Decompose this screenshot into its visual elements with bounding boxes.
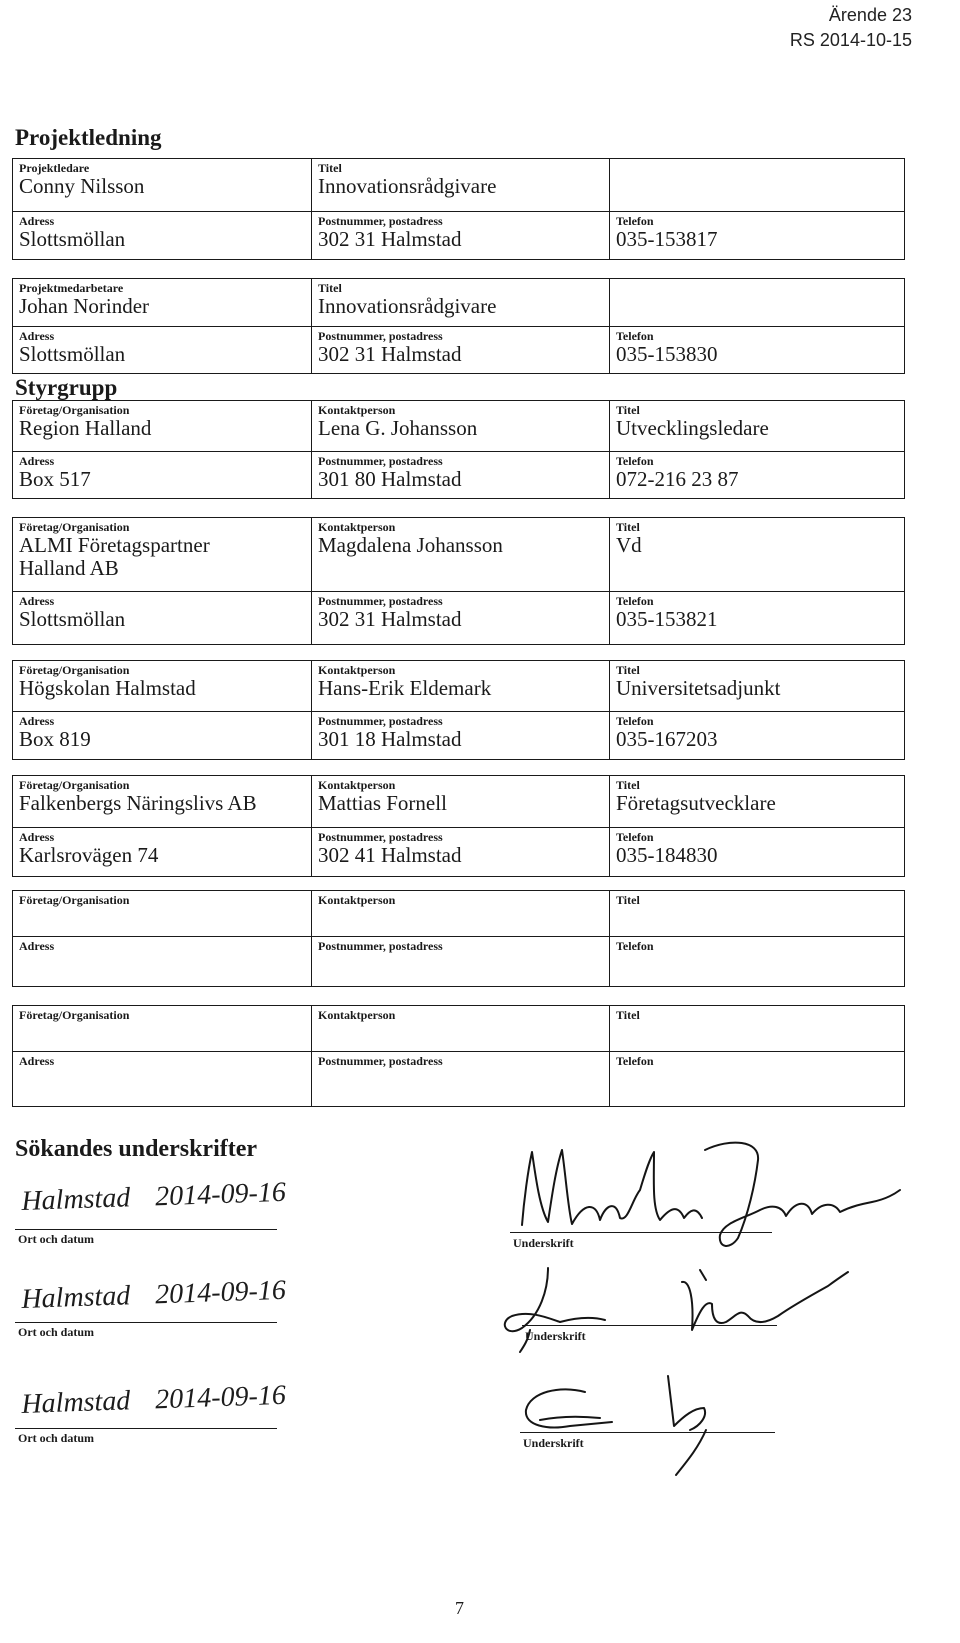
projektledare-value: Conny Nilsson bbox=[19, 174, 145, 198]
signature-3-label: Underskrift bbox=[523, 1436, 584, 1450]
almi-postadress-cell bbox=[311, 592, 609, 644]
region-halland-adress-label: Adress bbox=[19, 454, 55, 468]
projektledare-telefon-label: Telefon bbox=[616, 214, 654, 228]
empty-entry-1-adress-cell bbox=[13, 937, 311, 986]
region-halland-row-1 bbox=[13, 401, 904, 451]
almi-row-2 bbox=[13, 591, 904, 644]
almi-telefon-value: 035-153821 bbox=[616, 607, 718, 631]
hogskolan-row-2 bbox=[13, 711, 904, 759]
projektmedarbetare-empty-cell bbox=[609, 279, 904, 326]
falkenberg-kontakt-label: Kontaktperson bbox=[318, 778, 396, 792]
empty-entry-2-kontakt-label: Kontaktperson bbox=[318, 1008, 396, 1022]
projektledare-postadress-value: 302 31 Halmstad bbox=[318, 227, 462, 251]
empty-entry-1-kontakt-label: Kontaktperson bbox=[318, 893, 396, 907]
hogskolan-telefon-cell bbox=[609, 712, 904, 759]
signature-2-drawing-part-2 bbox=[682, 1270, 848, 1330]
hogskolan-block bbox=[12, 660, 905, 760]
arende-number: Ärende 23 bbox=[828, 5, 912, 25]
falkenberg-kontakt-cell bbox=[311, 776, 609, 827]
projektmedarbetare-row-2 bbox=[13, 326, 904, 373]
projektledare-postadress-label: Postnummer, postadress bbox=[318, 214, 443, 228]
hogskolan-adress-cell bbox=[13, 712, 311, 759]
empty-entry-1-block bbox=[12, 890, 905, 987]
almi-foretag-cell bbox=[13, 518, 311, 591]
hogskolan-telefon-value: 035-167203 bbox=[616, 727, 718, 751]
falkenberg-adress-label: Adress bbox=[19, 830, 55, 844]
region-halland-foretag-cell bbox=[13, 401, 311, 451]
falkenberg-kontakt-value: Mattias Fornell bbox=[318, 791, 447, 815]
region-halland-titel-value: Utvecklingsledare bbox=[616, 416, 769, 440]
empty-entry-2-adress-label: Adress bbox=[19, 1054, 55, 1068]
projektledare-postadress-cell bbox=[311, 212, 609, 259]
signature-3-drawing-part-2 bbox=[668, 1376, 706, 1475]
projektledare-titel-label: Titel bbox=[318, 161, 342, 175]
hogskolan-foretag-value: Högskolan Halmstad bbox=[19, 676, 196, 700]
region-halland-postadress-label: Postnummer, postadress bbox=[318, 454, 443, 468]
projektmedarbetare-adress-label: Adress bbox=[19, 329, 55, 343]
projektmedarbetare-titel-value: Innovationsrådgivare bbox=[318, 294, 497, 318]
projektmedarbetare-postadress-label: Postnummer, postadress bbox=[318, 329, 443, 343]
region-halland-adress-cell bbox=[13, 452, 311, 498]
handwritten-signatures bbox=[0, 1130, 960, 1490]
falkenberg-adress-value: Karlsrovägen 74 bbox=[19, 843, 159, 867]
almi-titel-label: Titel bbox=[616, 520, 640, 534]
projektledare-adress-value: Slottsmöllan bbox=[19, 227, 126, 251]
place-date-2: Halmstad 2014-09-16 bbox=[20, 1274, 287, 1316]
falkenberg-postadress-cell bbox=[311, 828, 609, 876]
region-halland-block bbox=[12, 400, 905, 499]
region-halland-telefon-value: 072-216 23 87 bbox=[616, 467, 739, 491]
hogskolan-adress-value: Box 819 bbox=[19, 727, 91, 751]
almi-foretag-label: Företag/Organisation bbox=[19, 520, 130, 534]
falkenberg-telefon-value: 035-184830 bbox=[616, 843, 718, 867]
empty-entry-1-kontakt-cell bbox=[311, 891, 609, 936]
region-halland-kontakt-cell bbox=[311, 401, 609, 451]
document-reference bbox=[790, 3, 912, 53]
almi-postadress-value: 302 31 Halmstad bbox=[318, 607, 462, 631]
almi-foretag-value: ALMI Företagspartner Halland AB bbox=[19, 533, 210, 580]
projektledare-titel-value: Innovationsrådgivare bbox=[318, 174, 497, 198]
projektledare-telefon-value: 035-153817 bbox=[616, 227, 718, 251]
empty-entry-2-row-1 bbox=[13, 1006, 904, 1051]
region-halland-foretag-label: Företag/Organisation bbox=[19, 403, 130, 417]
projektmedarbetare-name-cell bbox=[13, 279, 311, 326]
region-halland-postadress-cell bbox=[311, 452, 609, 498]
place-date-2-label: Ort och datum bbox=[18, 1325, 94, 1339]
falkenberg-telefon-cell bbox=[609, 828, 904, 876]
hogskolan-telefon-label: Telefon bbox=[616, 714, 654, 728]
hogskolan-postadress-label: Postnummer, postadress bbox=[318, 714, 443, 728]
heading-projektledning: Projektledning bbox=[15, 125, 162, 150]
projektmedarbetare-telefon-value: 035-153830 bbox=[616, 342, 718, 366]
hogskolan-row-1 bbox=[13, 661, 904, 711]
almi-telefon-label: Telefon bbox=[616, 594, 654, 608]
almi-postadress-label: Postnummer, postadress bbox=[318, 594, 443, 608]
empty-entry-1-row-2 bbox=[13, 936, 904, 986]
projektmedarbetare-row-1 bbox=[13, 279, 904, 326]
region-halland-titel-label: Titel bbox=[616, 403, 640, 417]
projektledare-row-2 bbox=[13, 211, 904, 259]
projektmedarbetare-block bbox=[12, 278, 905, 374]
empty-entry-1-titel-label: Titel bbox=[616, 893, 640, 907]
empty-entry-2-postadress-label: Postnummer, postadress bbox=[318, 1054, 443, 1068]
empty-entry-1-telefon-cell bbox=[609, 937, 904, 986]
empty-entry-2-block bbox=[12, 1005, 905, 1107]
almi-kontakt-cell bbox=[311, 518, 609, 591]
almi-kontakt-value: Magdalena Johansson bbox=[318, 533, 503, 557]
projektmedarbetare-titel-cell bbox=[311, 279, 609, 326]
empty-entry-2-titel-cell bbox=[609, 1006, 904, 1051]
empty-entry-2-adress-cell bbox=[13, 1052, 311, 1106]
almi-adress-value: Slottsmöllan bbox=[19, 607, 126, 631]
signature-2-label: Underskrift bbox=[525, 1329, 586, 1343]
region-halland-adress-value: Box 517 bbox=[19, 467, 91, 491]
signature-3-drawing bbox=[526, 1389, 612, 1427]
signature-1-drawing bbox=[522, 1150, 702, 1225]
signature-2-drawing bbox=[505, 1268, 605, 1352]
falkenberg-telefon-label: Telefon bbox=[616, 830, 654, 844]
projektledare-label: Projektledare bbox=[19, 161, 90, 175]
empty-entry-1-titel-cell bbox=[609, 891, 904, 936]
almi-block bbox=[12, 517, 905, 645]
region-halland-kontakt-value: Lena G. Johansson bbox=[318, 416, 478, 440]
empty-entry-1-adress-label: Adress bbox=[19, 939, 55, 953]
falkenberg-postadress-label: Postnummer, postadress bbox=[318, 830, 443, 844]
almi-kontakt-label: Kontaktperson bbox=[318, 520, 396, 534]
almi-telefon-cell bbox=[609, 592, 904, 644]
signature-1-label: Underskrift bbox=[513, 1236, 574, 1250]
hogskolan-postadress-cell bbox=[311, 712, 609, 759]
falkenberg-titel-value: Företagsutvecklare bbox=[616, 791, 776, 815]
empty-entry-1-foretag-label: Företag/Organisation bbox=[19, 893, 130, 907]
empty-entry-2-telefon-label: Telefon bbox=[616, 1054, 654, 1068]
projektledare-adress-label: Adress bbox=[19, 214, 55, 228]
rs-date: RS 2014-10-15 bbox=[789, 30, 912, 50]
place-date-3: Halmstad 2014-09-16 bbox=[20, 1379, 287, 1421]
empty-entry-1-telefon-label: Telefon bbox=[616, 939, 654, 953]
projektledare-row-1 bbox=[13, 159, 904, 211]
falkenberg-row-1 bbox=[13, 776, 904, 827]
place-date-3-label: Ort och datum bbox=[18, 1431, 94, 1445]
heading-underskrifter: Sökandes underskrifter bbox=[15, 1136, 258, 1162]
page-number: 7 bbox=[455, 1598, 464, 1618]
almi-row-1 bbox=[13, 518, 904, 591]
projektledare-titel-cell bbox=[311, 159, 609, 211]
almi-titel-cell bbox=[609, 518, 904, 591]
empty-entry-2-foretag-cell bbox=[13, 1006, 311, 1051]
projektmedarbetare-adress-cell bbox=[13, 327, 311, 373]
projektmedarbetare-telefon-label: Telefon bbox=[616, 329, 654, 343]
falkenberg-foretag-value: Falkenbergs Näringslivs AB bbox=[19, 791, 257, 815]
projektmedarbetare-telefon-cell bbox=[609, 327, 904, 373]
almi-titel-value: Vd bbox=[616, 533, 642, 557]
empty-entry-2-foretag-label: Företag/Organisation bbox=[19, 1008, 130, 1022]
projektmedarbetare-postadress-value: 302 31 Halmstad bbox=[318, 342, 462, 366]
projektledare-name-cell bbox=[13, 159, 311, 211]
projektmedarbetare-postadress-cell bbox=[311, 327, 609, 373]
empty-entry-2-telefon-cell bbox=[609, 1052, 904, 1106]
empty-entry-2-row-2 bbox=[13, 1051, 904, 1106]
falkenberg-titel-label: Titel bbox=[616, 778, 640, 792]
place-date-1-label: Ort och datum bbox=[18, 1232, 94, 1246]
almi-adress-label: Adress bbox=[19, 594, 55, 608]
projektledare-empty-cell bbox=[609, 159, 904, 211]
falkenberg-foretag-label: Företag/Organisation bbox=[19, 778, 130, 792]
region-halland-postadress-value: 301 80 Halmstad bbox=[318, 467, 462, 491]
projektledare-block bbox=[12, 158, 905, 260]
empty-entry-2-kontakt-cell bbox=[311, 1006, 609, 1051]
falkenberg-row-2 bbox=[13, 827, 904, 876]
place-date-1: Halmstad 2014-09-16 bbox=[20, 1176, 287, 1218]
almi-adress-cell bbox=[13, 592, 311, 644]
hogskolan-kontakt-label: Kontaktperson bbox=[318, 663, 396, 677]
projektmedarbetare-value: Johan Norinder bbox=[19, 294, 150, 318]
empty-entry-2-titel-label: Titel bbox=[616, 1008, 640, 1022]
region-halland-foretag-value: Region Halland bbox=[19, 416, 152, 440]
falkenberg-postadress-value: 302 41 Halmstad bbox=[318, 843, 462, 867]
region-halland-row-2 bbox=[13, 451, 904, 498]
empty-entry-1-postadress-cell bbox=[311, 937, 609, 986]
projektledare-telefon-cell bbox=[609, 212, 904, 259]
hogskolan-postadress-value: 301 18 Halmstad bbox=[318, 727, 462, 751]
falkenberg-adress-cell bbox=[13, 828, 311, 876]
hogskolan-titel-label: Titel bbox=[616, 663, 640, 677]
falkenberg-block bbox=[12, 775, 905, 877]
hogskolan-titel-value: Universitetsadjunkt bbox=[616, 676, 781, 700]
region-halland-titel-cell bbox=[609, 401, 904, 451]
projektledare-adress-cell bbox=[13, 212, 311, 259]
projektmedarbetare-adress-value: Slottsmöllan bbox=[19, 342, 126, 366]
projektmedarbetare-label: Projektmedarbetare bbox=[19, 281, 124, 295]
hogskolan-titel-cell bbox=[609, 661, 904, 711]
hogskolan-kontakt-value: Hans-Erik Eldemark bbox=[318, 676, 492, 700]
signature-1-drawing-part-2 bbox=[705, 1143, 900, 1246]
hogskolan-foretag-label: Företag/Organisation bbox=[19, 663, 130, 677]
region-halland-telefon-cell bbox=[609, 452, 904, 498]
falkenberg-titel-cell bbox=[609, 776, 904, 827]
hogskolan-foretag-cell bbox=[13, 661, 311, 711]
projektmedarbetare-titel-label: Titel bbox=[318, 281, 342, 295]
region-halland-kontakt-label: Kontaktperson bbox=[318, 403, 396, 417]
heading-styrgrupp: Styrgrupp bbox=[15, 375, 118, 400]
falkenberg-foretag-cell bbox=[13, 776, 311, 827]
empty-entry-1-row-1 bbox=[13, 891, 904, 936]
empty-entry-1-foretag-cell bbox=[13, 891, 311, 936]
empty-entry-1-postadress-label: Postnummer, postadress bbox=[318, 939, 443, 953]
hogskolan-kontakt-cell bbox=[311, 661, 609, 711]
hogskolan-adress-label: Adress bbox=[19, 714, 55, 728]
region-halland-telefon-label: Telefon bbox=[616, 454, 654, 468]
empty-entry-2-postadress-cell bbox=[311, 1052, 609, 1106]
